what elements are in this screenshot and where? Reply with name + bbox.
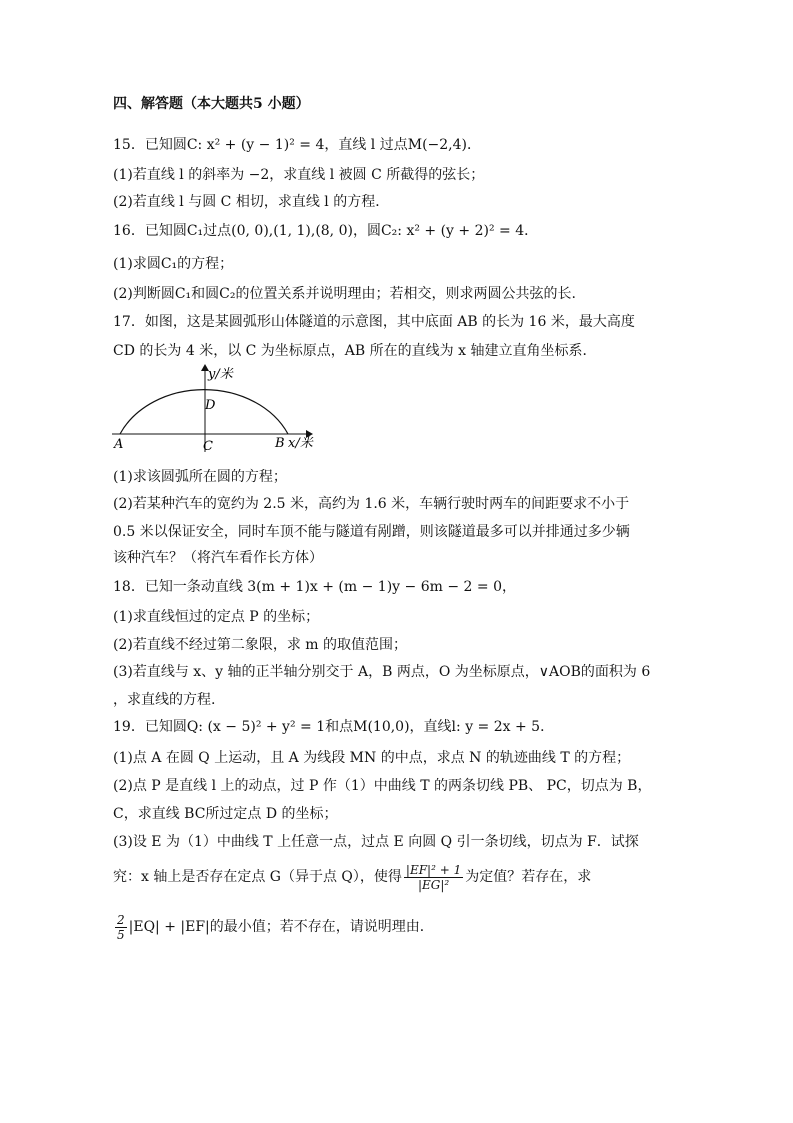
q19-part2-line1: (2)点 P 是直线 l 上的动点，过 P 作（1）中曲线 T 的两条切线 PB、 PC，切点为 B， [113,778,652,794]
q19-part3-line3 [113,910,681,944]
q17-part2-line1: (2)若某种汽车的宽约为 2.5 米，高约为 1.6 米，车辆行驶时两车的间距要求不小于 [113,496,630,512]
q17-part2-line3: 该种汽车？（将汽车看作长方体） [113,550,323,566]
q18-part1: (1)求直线恒过的定点 P 的坐标； [113,609,320,625]
tunnel-figure [110,362,330,457]
q19-part1: (1)点 A 在圆 Q 上运动，且 A 为线段 MN 的中点，求点 N 的轨迹曲线 T 的方程； [113,750,631,766]
q19-part3-line2-before: 究：x 轴上是否存在定点 G（异于点 Q），使得 [113,869,402,885]
q18-stem: 18．已知一条动直线 3(m + 1)x + (m − 1)y − 6m − 2 = 0， [113,579,516,595]
q16-part1: (1)求圆C₁的方程； [113,256,234,272]
coefficient-numerator: 2 [117,912,125,927]
point-b-label: B [275,436,285,451]
point-a-label: A [114,437,124,452]
point-c-label: C [203,439,213,454]
q18-part2: (2)若直线不经过第二象限，求 m 的取值范围； [113,637,408,653]
q19-part3-line1: (3)设 E 为（1）中曲线 T 上任意一点，过点 E 向圆 Q 引一条切线，切点为 F．试探 [113,834,639,850]
q16-stem: 16．已知圆C₁过点(0, 0),(1, 1),(8, 0)，圆C₂: x² + (y + 2)² = 4． [113,223,539,239]
q18-part3-line2: ，求直线的方程. [113,692,216,708]
tunnel-arc [120,390,288,434]
q19-stem: 19．已知圆Q: (x − 5)² + y² = 1和点M(10,0)，直线l: y = 2x + 5． [113,719,555,735]
q19-part3-line3-text: |EQ| + |EF|的最小值；若不存在，请说明理由． [128,919,434,935]
q17-part2-line2: 0.5 米以保证安全，同时车顶不能与隧道有剐蹭，则该隧道最多可以并排通过多少辆 [113,524,630,540]
q17-part1: (1)求该圆弧所在圆的方程； [113,469,287,485]
q15-part2: (2)若直线 l 与圆 C 相切，求直线 l 的方程． [113,194,390,210]
q18-part3-line1: (3)若直线与 x、y 轴的正半轴分别交于 A，B 两点，O 为坐标原点，∨AOB的面积为 6 [113,664,651,680]
q19-part3-line2 [113,860,681,894]
x-axis-label: x/米 [288,436,313,451]
q15-stem: 15．已知圆C: x² + (y − 1)² = 4，直线 l 过点M(−2,4)． [113,137,481,153]
q19-part3-line2-after: 为定值？若存在，求 [465,869,592,885]
q15-part1: (1)若直线 l 的斜率为 −2，求直线 l 被圆 C 所截得的弦长； [113,167,485,183]
q17-stem-line1: 17．如图，这是某圆弧形山体隧道的示意图，其中底面 AB 的长为 16 米，最大高度 [113,314,635,330]
coefficient-fraction [115,913,127,942]
q17-stem-line2: CD 的长为 4 米，以 C 为坐标原点，AB 所在的直线为 x 轴建立直角坐标系． [113,343,597,359]
q19-part2-line2: C，求直线 BC所过定点 D 的坐标； [113,806,338,822]
section-heading: 四、解答题（本大题共5 小题） [113,96,310,112]
point-d-label: D [205,398,216,413]
coefficient-denominator: 5 [117,927,125,942]
ratio-denominator: |EG|² [417,877,450,892]
q16-part2: (2)判断圆C₁和圆C₂的位置关系并说明理由；若相交，则求两圆公共弦的长. [113,286,576,302]
ratio-numerator: |EF|² + 1 [405,862,462,877]
ratio-fraction [404,863,463,892]
y-axis-label: y/米 [208,367,233,382]
